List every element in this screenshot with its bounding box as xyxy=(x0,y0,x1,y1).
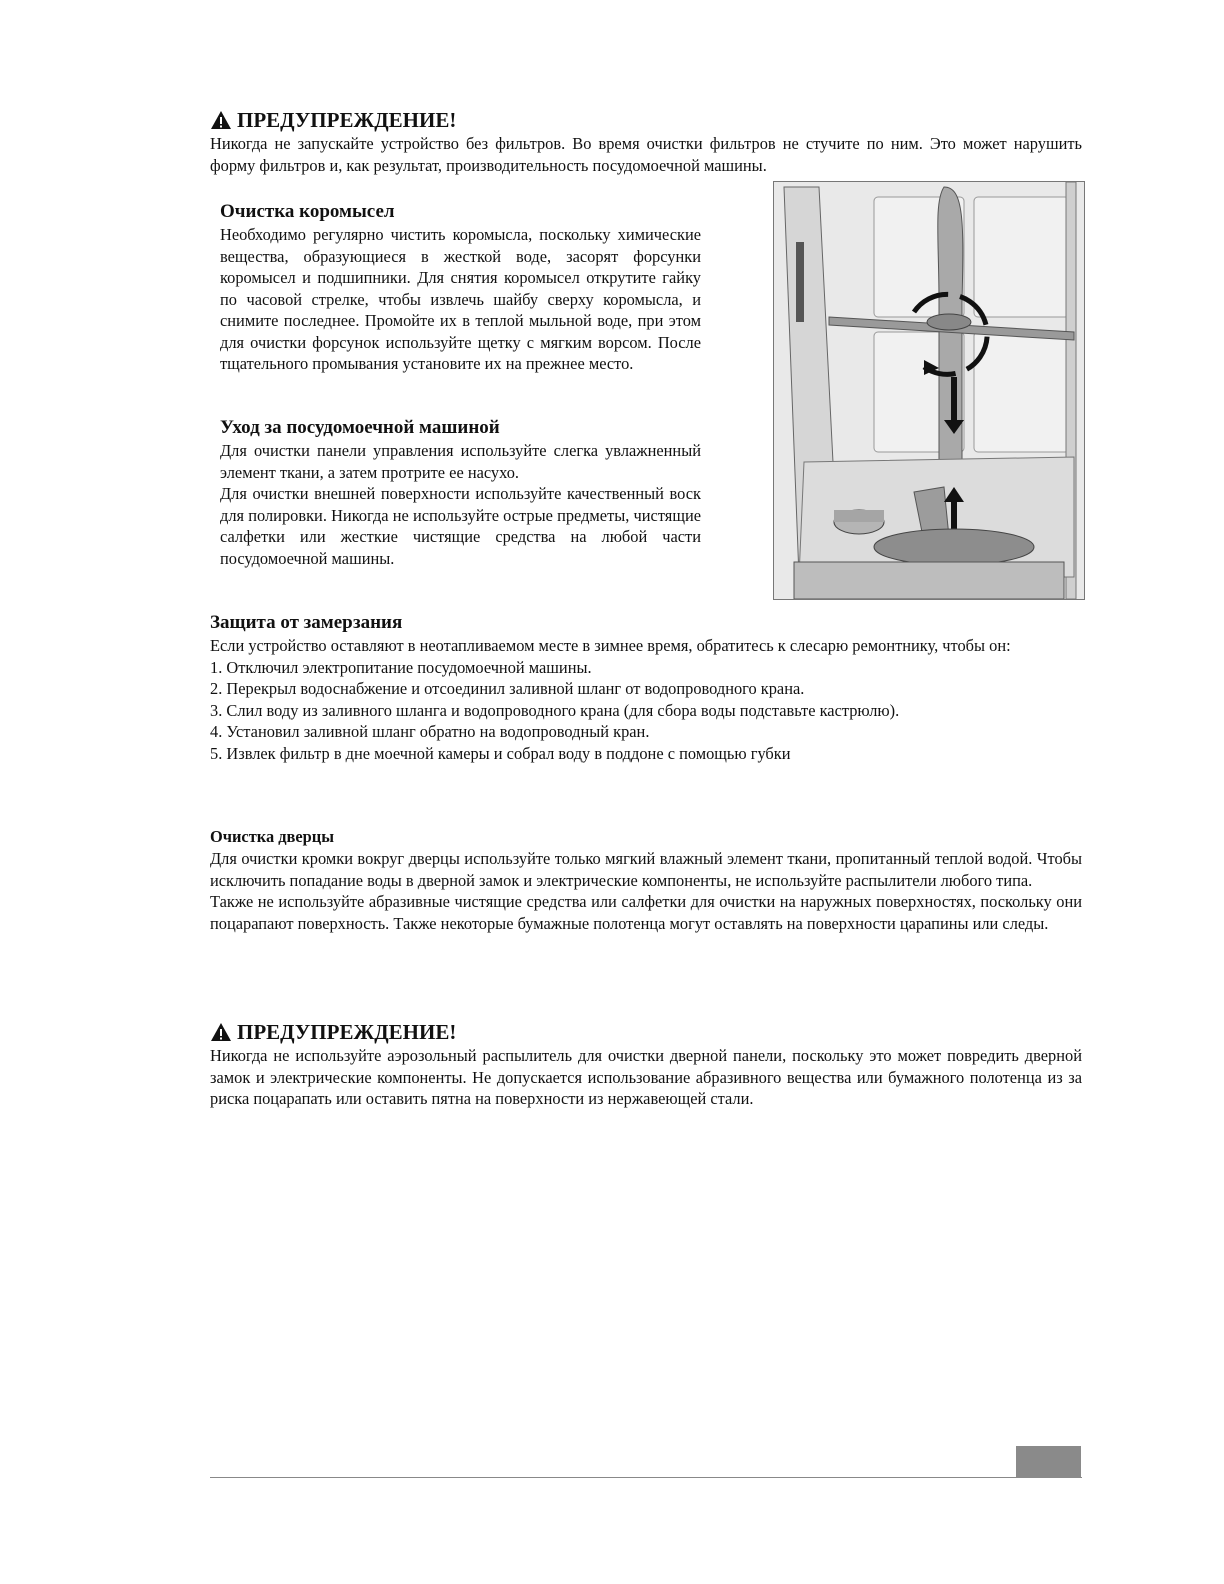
door-text-2: Также не используйте абразивные чистящие средства или салфетки для очистки на наружных поверхностях, поскольку они поцарапают поверхность. Также некоторые бумажные полотенца могут оставлять на поверхности царапины или следы. xyxy=(210,892,1082,933)
warning-section-1 xyxy=(210,107,1082,176)
arms-text: Необходимо регулярно чистить коромысла, поскольку химические вещества, образующиеся в жесткой воде, засорят форсунки коромысел и подшипники. Для снятия коромысел открутите гайку по часовой стрелке, чтобы извлечь шайбу сверху коромысла, и снимите последнее. Промойте их в теплой мыльной воде, при этом для очистки форсунок используйте щетку с мягким ворсом. После тщательного промывания установите их на прежнее место. xyxy=(220,225,701,373)
warning-heading-2 xyxy=(210,1019,1082,1045)
care-heading: Уход за посудомоечной машиной xyxy=(220,417,500,438)
footer-rule xyxy=(210,1477,1082,1478)
freeze-section xyxy=(210,611,1082,764)
freeze-step: 3. Слил воду из заливного шланга и водопроводного крана (для сбора воды подставьте кастрюлю). xyxy=(210,700,900,720)
page-number-box xyxy=(1016,1446,1081,1478)
care-text-1: Для очистки панели управления используйте слегка увлажненный элемент ткани, а затем протрите ее насухо. xyxy=(220,441,701,482)
dishwasher-interior-drawing xyxy=(774,182,1084,599)
care-section xyxy=(220,416,701,569)
care-text-2: Для очистки внешней поверхности используйте качественный воск для полировки. Никогда не используйте острые предметы, чистящие салфетки или жесткие чистящие средства на любой части посудомоечной машины. xyxy=(220,484,701,568)
door-section xyxy=(210,826,1082,934)
warning-title-2: ПРЕДУПРЕЖДЕНИЕ! xyxy=(237,1020,457,1044)
freeze-intro: Если устройство оставляют в неотапливаемом месте в зимнее время, обратитесь к слесарю ремонтнику, чтобы он: xyxy=(210,636,1011,655)
freeze-step: 5. Извлек фильтр в дне моечной камеры и собрал воду в поддоне с помощью губки xyxy=(210,743,791,763)
door-text-1: Для очистки кромки вокруг дверцы используйте только мягкий влажный элемент ткани, пропитанный теплой водой. Чтобы исключить попадание воды в дверной замок и электрические компоненты, не используйте распылители любого типа. xyxy=(210,849,1082,890)
warning-text-1: Никогда не запускайте устройство без фильтров. Во время очистки фильтров не стучите по ним. Это может нарушить форму фильтров и, как результат, производительность посудомоечной машины. xyxy=(210,134,1082,175)
warning-triangle-icon xyxy=(210,1022,232,1042)
warning-triangle-icon xyxy=(210,110,232,130)
spray-arm-illustration xyxy=(773,181,1085,600)
warning-title-1: ПРЕДУПРЕЖДЕНИЕ! xyxy=(237,108,457,132)
freeze-steps-list xyxy=(210,657,1082,765)
freeze-step: 1. Отключил электропитание посудомоечной машины. xyxy=(210,657,592,677)
freeze-heading: Защита от замерзания xyxy=(210,612,403,633)
freeze-step: 4. Установил заливной шланг обратно на водопроводный кран. xyxy=(210,722,650,741)
warning-section-2 xyxy=(210,1019,1082,1110)
warning-heading-1 xyxy=(210,107,1082,133)
freeze-step: 2. Перекрыл водоснабжение и отсоединил заливной шланг от водопроводного крана. xyxy=(210,679,805,698)
arms-section xyxy=(220,200,701,375)
warning-text-2: Никогда не используйте аэрозольный распылитель для очистки дверной панели, поскольку это может повредить дверной замок и электрические компоненты. Не допускается использование абразивного вещества или бумажного полотенца из за риска поцарапать или оставить пятна на поверхности из нержавеющей стали. xyxy=(210,1046,1082,1108)
door-heading: Очистка дверцы xyxy=(210,827,335,846)
arms-heading: Очистка коромысел xyxy=(220,201,395,222)
